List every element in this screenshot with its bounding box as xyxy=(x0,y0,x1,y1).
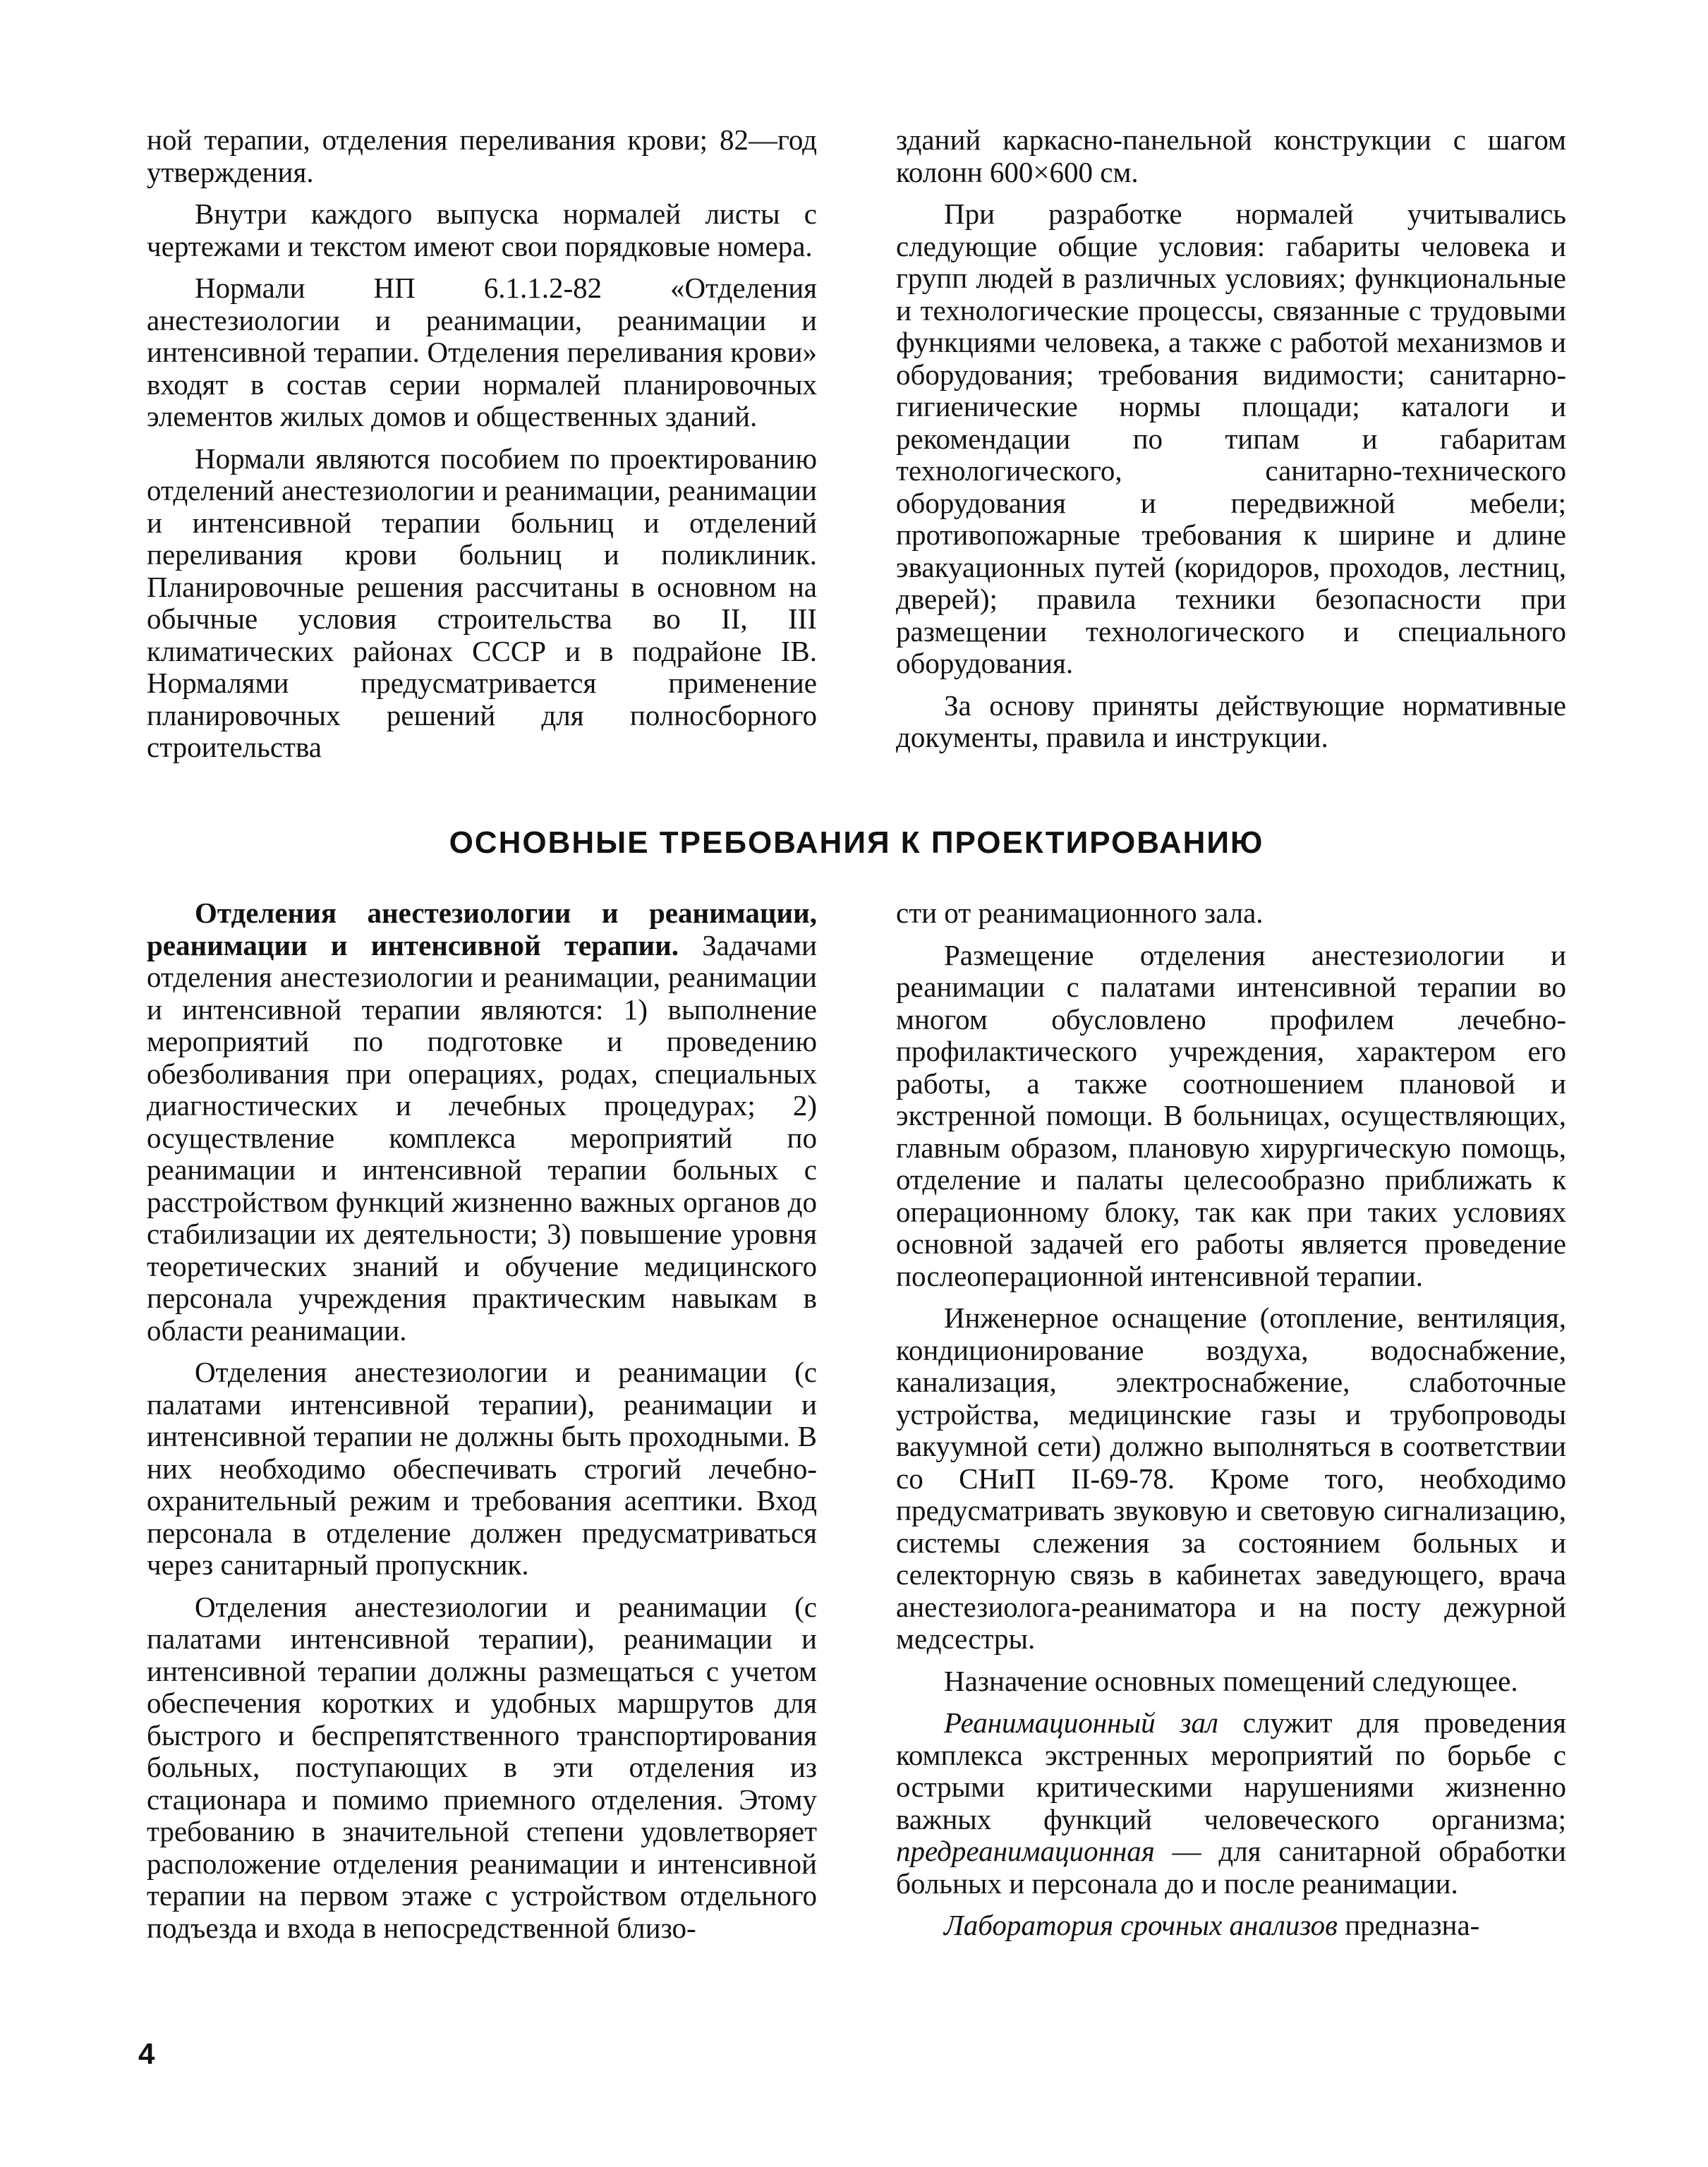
paragraph xyxy=(147,897,817,1347)
paragraph: ной терапии, отделения переливания крови; 82—год утверждения. xyxy=(147,123,817,188)
page-number: 4 xyxy=(138,2037,155,2070)
paragraph: Нормали НП 6.1.1.2-82 «Отделения анестезиологии и реанимации, реанимации и интенсивной терапии. Отделения переливания крови» входят в состав серии нормалей планировочных элементов жилых домов и общественных зданий. xyxy=(147,272,817,432)
paragraph xyxy=(896,1910,1566,1942)
paragraph-text: Задачами отделения анестезиологии и реанимации, реанимации и интенсивной терапии являются: 1) выполнение мероприятий по подготовке и проведению обезболивания при операциях, родах, специальных диагностических и лечебных процедурах; 2) осуществление комплекса мероприятий по реанимации и интенсивной терапии больных с расстройством функций жизненно важных органов до стабилизации их деятельности; 3) повышение уровня теоретических знаний и обучение медицинского персонала учреждения практическим навыкам в области реанимации. xyxy=(147,928,817,1347)
top-right-column xyxy=(896,124,1566,764)
term: Лаборатория срочных анализов xyxy=(944,1909,1338,1941)
paragraph-text: служит для проведения комплекса экстренных мероприятий по борьбе с острыми критическими нарушениями жизненно важных функций человеческого организма; xyxy=(896,1706,1567,1835)
paragraph: Отделения анестезиологии и реанимации (с палатами интенсивной терапии), реанимации и интенсивной терапии не должны быть проходными. В них необходимо обеспечивать строгий лечебно-охранительный режим и требования асептики. Вход персонала в отделение должен предусматриваться через санитарный пропускник. xyxy=(147,1356,817,1581)
bottom-left-column xyxy=(147,897,817,1954)
paragraph-text: предназна- xyxy=(1337,1909,1480,1941)
paragraph xyxy=(896,1707,1566,1900)
paragraph-text: — для санитарной обработки больных и персонала до и после реанимации. xyxy=(896,1835,1566,1900)
paragraph: За основу приняты действующие нормативные документы, правила и инструкции. xyxy=(896,688,1566,753)
top-left-column xyxy=(147,124,817,774)
paragraph: Назначение основных помещений следующее. xyxy=(944,1664,1518,1697)
paragraph: Внутри каждого выпуска нормалей листы с чертежами и текстом имеют свои порядковые номера. xyxy=(147,198,817,262)
paragraph: При разработке нормалей учитывались следующие общие условия: габариты человека и групп людей в различных условиях; функциональные и технологические процессы, связанные с трудовыми функциями человека, а также с работой механизмов и оборудования; требования видимости; санитарно-гигиенические нормы площади; каталоги и рекомендации по типам и габаритам технологического, санитарно-технического оборудования и передвижной мебели; противопожарные требования к ширине и длине эвакуационных путей (коридоров, проходов, лестниц, дверей); правила техники безопасности при размещении технологического и специального оборудования. xyxy=(896,198,1566,679)
paragraph: Нормали являются пособием по проектированию отделений анестезиологии и реанимации, реанимации и интенсивной терапии больниц и отделений переливания крови больниц и поликлиник. Планировочные решения рассчитаны в основном на обычные условия строительства во II, III климатических районах СССР и в подрайоне IВ. Нормалями предусматривается применение планировочных решений для полносборного строительства xyxy=(147,442,817,763)
paragraph: Отделения анестезиологии и реанимации (с палатами интенсивной терапии), реанимации и интенсивной терапии должны размещаться с учетом обеспечения коротких и удобных маршрутов для быстрого и беспрепятственного транспортирования больных, поступающих в эти отделения из стационара и помимо приемного отделения. Этому требованию в значительной степени удовлетворяет расположение отделения реанимации и интенсивной терапии на первом этаже с устройством отдельного подъезда и входа в непосредственной близо- xyxy=(147,1590,817,1944)
paragraph: зданий каркасно-панельной конструкции с шагом колонн 600×600 см. xyxy=(896,123,1566,188)
paragraph: сти от реанимационного зала. xyxy=(896,897,1264,929)
section-heading: ОСНОВНЫЕ ТРЕБОВАНИЯ К ПРОЕКТИРОВАНИЮ xyxy=(449,825,1264,860)
paragraph: Размещение отделения анестезиологии и реанимации с палатами интенсивной терапии во многом обусловлено профилем лечебно-профилактического учреждения, характером его работы, а также соотношением плановой и экстренной помощи. В больницах, осуществляющих, главным образом, плановую хирургическую помощь, отделение и палаты целесообразно приближать к операционному блоку, так как при таких условиях основной задачей его работы является проведение послеоперационной интенсивной терапии. xyxy=(896,938,1566,1292)
paragraph: Инженерное оснащение (отопление, вентиляция, кондиционирование воздуха, водоснабжение, канализация, электроснабжение, слаботочные устройства, медицинские газы и трубопроводы вакуумной сети) должно выполняться в соответствии со СНиП II-69-78. Кроме того, необходимо предусматривать звуковую и световую сигнализацию, системы слежения за состоянием больных и селекторную связь в кабинетах заведующего, врача анестезиолога-реаниматора и на посту дежурной медсестры. xyxy=(896,1301,1566,1655)
bottom-right-column xyxy=(896,897,1566,1952)
term: Реанимационный зал xyxy=(944,1706,1218,1739)
term: предреанимационная xyxy=(896,1835,1155,1867)
section-lead-title: Отделения анестезиологии и реанимации, реанимации и интенсивной терапии. xyxy=(147,897,817,961)
